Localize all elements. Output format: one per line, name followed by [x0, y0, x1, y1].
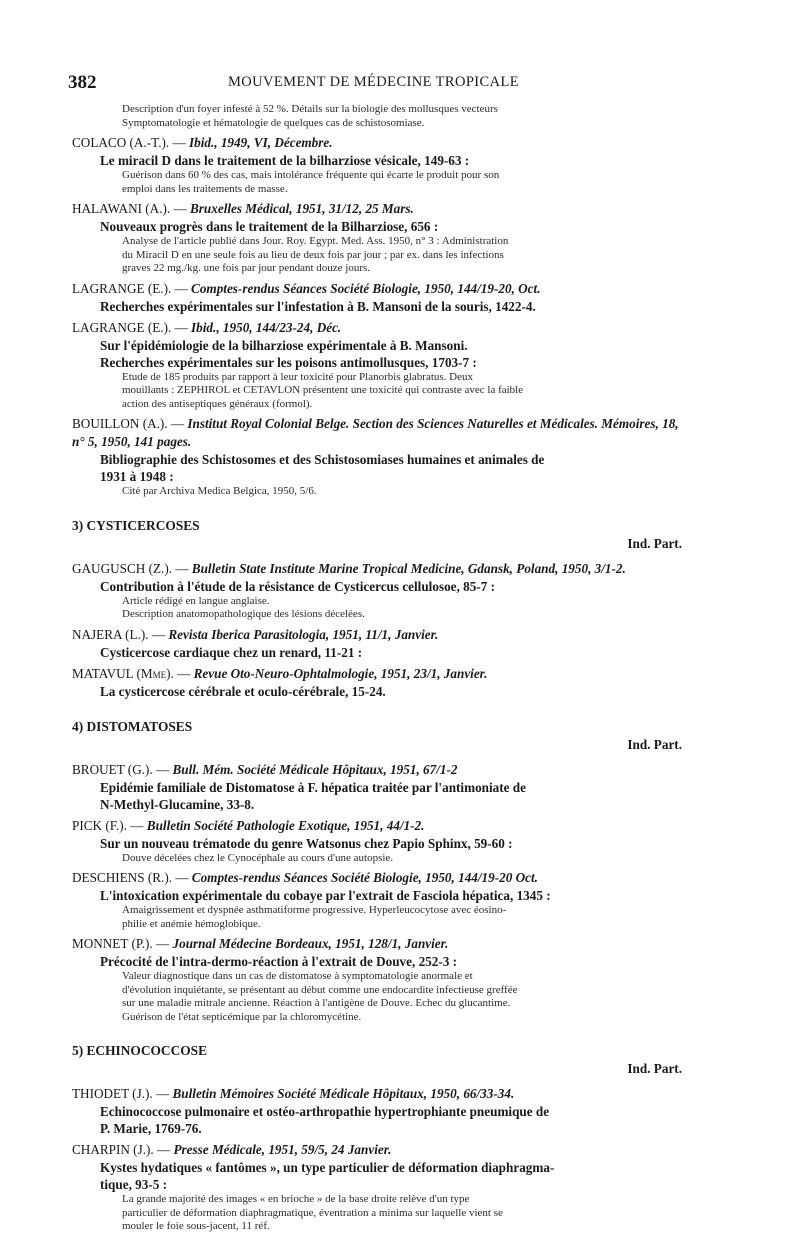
entry-description-line: Guérison dans 60 % des cas, mais intolérance fréquente qui écarte le produit pour son	[122, 169, 500, 181]
bibliography-entry	[72, 935, 682, 1024]
bibliography-entry	[72, 817, 682, 866]
entry-author-line: MATAVUL (Mme). — Revue Oto-Neuro-Ophtalmologie, 1951, 23/1, Janvier.	[72, 665, 488, 681]
entry-title-line: La cysticercose cérébrale et oculo-cérébrale, 15-24.	[100, 683, 386, 699]
entry-author-line: BOUILLON (A.). — Institut Royal Colonial Belge. Section des Sciences Naturelles et Médicales. Mémoires, 18, n° 5, 1950, 141 pages.	[72, 416, 679, 449]
entry-author: PICK (F.).	[72, 817, 127, 833]
entry-journal: Comptes-rendus Séances Société Biologie, 1950, 144/19-20 Oct.	[191, 870, 538, 885]
section-heading-echinococcose: 5) ECHINOCOCCOSE	[72, 1043, 208, 1058]
entry-description-line: philie et anémie hémoglobique.	[122, 917, 261, 930]
description-line: Symptomatologie et hématologie de quelques cas de schistosomiase.	[122, 116, 425, 129]
entry-description-line: Analyse de l'article publié dans Jour. Roy. Egypt. Med. Ass. 1950, n° 3 : Administration	[122, 235, 509, 247]
entries-distomatoses	[72, 761, 682, 1025]
entry-title-line: Nouveaux progrès dans le traitement de la Bilharziose, 656 :	[100, 219, 439, 234]
entry-title-line: Kystes hydatiques « fantômes », un type particulier de déformation diaphragma-	[100, 1160, 555, 1175]
entry-title-line: N-Methyl-Glucamine, 33-8.	[100, 796, 255, 812]
entry-journal: Institut Royal Colonial Belge. Section des Sciences Naturelles et Médicales. Mémoires, 18, n° 5, 1950, 141 pages.	[72, 416, 679, 449]
entry-journal: Bull. Mém. Société Médicale Hôpitaux, 1951, 67/1-2	[172, 761, 458, 777]
bibliography-entry	[72, 665, 682, 700]
bibliography-entry	[72, 560, 682, 622]
bibliography-entry	[72, 280, 682, 315]
entry-description-line: Douve décelées chez le Cynocéphale au cours d'une autopsie.	[122, 851, 394, 864]
entry-description-line: particulier de déformation diaphragmatique, éventration a minima sur laquelle vient se	[122, 1206, 503, 1219]
entries-cysticercoses	[72, 560, 682, 700]
entry-journal: Bulletin State Institute Marine Tropical Medicine, Gdansk, Poland, 1950, 3/1-2.	[191, 560, 626, 576]
bibliography-entry	[72, 415, 682, 499]
entry-description-line: Guérison de l'état septicémique par la chloromycétine.	[122, 1010, 362, 1023]
entry-journal: Comptes-rendus Séances Société Biologie, 1950, 144/19-20, Oct.	[191, 280, 541, 296]
entry-author-line: COLACO (A.-T.). — Ibid., 1949, VI, Décembre.	[72, 135, 333, 150]
entry-title-line: Recherches expérimentales sur l'infestation à B. Mansoni de la souris, 1422-4.	[100, 298, 536, 314]
entry-description-line: du Miracil D en une seule fois au lieu de deux fois par jour ; par ex. dans les infections	[122, 248, 504, 261]
entry-description-line: sur une maladie mitrale ancienne. Réaction à l'antigène de Douve. Echec du glucantime.	[122, 997, 511, 1009]
entry-author: LAGRANGE (E.).	[72, 319, 172, 335]
entry-title-line: L'intoxication expérimentale du cobaye par l'extrait de Fasciola hépatica, 1345 :	[100, 888, 551, 903]
entry-description-line: Article rédigé en langue anglaise.	[122, 594, 270, 607]
entry-title-line: Epidémie familiale de Distomatose à F. hépatica traitée par l'antimoniate de	[100, 779, 526, 795]
entry-author: HALAWANI (A.).	[72, 201, 171, 216]
description-line: Description d'un foyer infesté à 52 %. Détails sur la biologie des mollusques vecteurs	[122, 103, 498, 115]
entry-author: NAJERA (L.).	[72, 626, 149, 642]
entry-description-line: La grande majorité des images « en brioche » de la base droite relève d'un type	[122, 1193, 470, 1205]
entry-title-line: Sur l'épidémiologie de la bilharziose expérimentale à B. Mansoni.	[100, 337, 468, 353]
entry-title-line: Le miracil D dans le traitement de la bilharziose vésicale, 149-63 :	[100, 153, 470, 168]
entry-journal: Revista Iberica Parasitologia, 1951, 11/1, Janvier.	[168, 626, 439, 642]
ind-part-label: Ind. Part.	[627, 535, 682, 551]
bibliography-entry	[72, 134, 682, 196]
bibliography-entry	[72, 869, 682, 931]
entry-journal: Bulletin Société Pathologie Exotique, 1951, 44/1-2.	[146, 817, 425, 833]
entry-author: GAUGUSCH (Z.).	[72, 560, 173, 576]
entry-journal: Presse Médicale, 1951, 59/5, 24 Janvier.	[173, 1142, 392, 1157]
entry-author-line: HALAWANI (A.). — Bruxelles Médical, 1951, 31/12, 25 Mars.	[72, 201, 414, 216]
entry-journal: Revue Oto-Neuro-Ophtalmologie, 1951, 23/1, Janvier.	[193, 665, 488, 681]
entry-author: THIODET (J.).	[72, 1086, 153, 1101]
ind-part-label: Ind. Part.	[627, 736, 682, 752]
entry-description-line: Description anatomopathologique des lésions décelées.	[122, 608, 365, 620]
entry-description-line: d'évolution inquiétante, se présentant au début comme une endocardite infectieuse greffée	[122, 983, 518, 996]
entries-bilharziose	[72, 134, 682, 499]
entry-author-line: LAGRANGE (E.). — Comptes-rendus Séances Société Biologie, 1950, 144/19-20, Oct.	[72, 280, 541, 296]
entry-author-line: BROUET (G.). — Bull. Mém. Société Médicale Hôpitaux, 1951, 67/1-2	[72, 761, 458, 777]
entry-author: MATAVUL (Mme).	[72, 665, 174, 681]
running-title: MOUVEMENT DE MÉDECINE TROPICALE	[228, 74, 519, 90]
entry-author-line: CHARPIN (J.). — Presse Médicale, 1951, 59/5, 24 Janvier.	[72, 1142, 392, 1157]
entry-description-line: mouler le foie sous-jacent, 11 réf.	[122, 1220, 270, 1232]
entry-journal: Journal Médecine Bordeaux, 1951, 128/1, Janvier.	[172, 936, 449, 951]
entry-author-line: NAJERA (L.). — Revista Iberica Parasitologia, 1951, 11/1, Janvier.	[72, 626, 439, 642]
ind-part-label: Ind. Part.	[627, 1061, 682, 1076]
entry-author-line: DESCHIENS (R.). — Comptes-rendus Séances Société Biologie, 1950, 144/19-20 Oct.	[72, 870, 538, 885]
bibliography-entry	[72, 1085, 682, 1137]
bibliography-entry	[72, 761, 682, 813]
entry-title-line: Précocité de l'intra-dermo-réaction à l'extrait de Douve, 252-3 :	[100, 954, 458, 969]
entry-description-line: Valeur diagnostique dans un cas de distomatose à symptomatologie anormale et	[122, 970, 473, 982]
intro-description	[72, 103, 682, 130]
entry-description-line: Etude de 185 produits par rapport à leur toxicité pour Planorbis glabratus. Deux	[122, 370, 473, 383]
entry-description-line: mouillants : ZEPHIROL et CETAVLON présentent une toxicité qui contraste avec la faible	[122, 384, 524, 396]
entry-description-line: graves 22 mg./kg. une fois par jour pendant douze jours.	[122, 262, 371, 274]
entry-description-line: action des antiseptiques généraux (formol).	[122, 397, 313, 410]
entry-author: CHARPIN (J.).	[72, 1142, 154, 1157]
entry-journal: Ibid., 1950, 144/23-24, Déc.	[191, 319, 342, 335]
entry-author: DESCHIENS (R.).	[72, 870, 173, 885]
entry-title-line: Bibliographie des Schistosomes et des Schistosomiases humaines et animales de	[100, 452, 545, 467]
entry-title-line: 1931 à 1948 :	[100, 469, 174, 484]
entry-description-line: emploi dans les traitements de masse.	[122, 182, 288, 195]
entry-title-line: P. Marie, 1769-76.	[100, 1121, 202, 1136]
bibliography-entry	[72, 626, 682, 661]
entry-journal: Bruxelles Médical, 1951, 31/12, 25 Mars.	[189, 201, 414, 216]
entry-journal: Bulletin Mémoires Société Médicale Hôpitaux, 1950, 66/33-34.	[172, 1086, 515, 1101]
entry-title-line: Cysticercose cardiaque chez un renard, 11-21 :	[100, 644, 363, 660]
entry-author: BOUILLON (A.).	[72, 416, 168, 431]
entry-author: LAGRANGE (E.).	[72, 280, 172, 296]
entry-author: COLACO (A.-T.).	[72, 135, 170, 150]
entry-description-line: Cité par Archiva Medica Belgica, 1950, 5/6.	[122, 485, 317, 497]
entry-title-line: tique, 93-5 :	[100, 1177, 168, 1192]
entry-author-line: GAUGUSCH (Z.). — Bulletin State Institute Marine Tropical Medicine, Gdansk, Poland, 1950, 3/1-2.	[72, 560, 626, 576]
bibliography-content	[72, 103, 682, 1236]
entry-title-line: Sur un nouveau trématode du genre Watsonus chez Papio Sphinx, 59-60 :	[100, 835, 513, 851]
entry-description-line: Amaigrissement et dyspnée asthmatiforme progressive. Hyperleucocytose avec éosino-	[122, 904, 507, 916]
page-number: 382	[68, 72, 97, 93]
bibliography-entry	[72, 319, 682, 412]
entry-author: MONNET (P.).	[72, 936, 153, 951]
section-heading-cysticercoses: 3) CYSTICERCOSES	[72, 517, 200, 533]
entry-author-line: THIODET (J.). — Bulletin Mémoires Société Médicale Hôpitaux, 1950, 66/33-34.	[72, 1086, 515, 1101]
entries-echinococcose	[72, 1085, 682, 1234]
entry-author-line: PICK (F.). — Bulletin Société Pathologie Exotique, 1951, 44/1-2.	[72, 817, 425, 833]
section-heading-distomatoses: 4) DISTOMATOSES	[72, 718, 193, 734]
bibliography-entry	[72, 1141, 682, 1234]
entry-author-line: LAGRANGE (E.). — Ibid., 1950, 144/23-24, Déc.	[72, 319, 342, 335]
entry-title-line: Echinococcose pulmonaire et ostéo-arthropathie hypertrophiante pneumique de	[100, 1104, 550, 1119]
entry-title-line: Contribution à l'étude de la résistance de Cysticercus cellulosoe, 85-7 :	[100, 578, 495, 594]
entry-author-line: MONNET (P.). — Journal Médecine Bordeaux, 1951, 128/1, Janvier.	[72, 936, 449, 951]
entry-journal: Ibid., 1949, VI, Décembre.	[188, 135, 333, 150]
bibliography-entry	[72, 200, 682, 276]
entry-author: BROUET (G.).	[72, 761, 153, 777]
entry-title-line: Recherches expérimentales sur les poisons antimollusques, 1703-7 :	[100, 354, 477, 370]
